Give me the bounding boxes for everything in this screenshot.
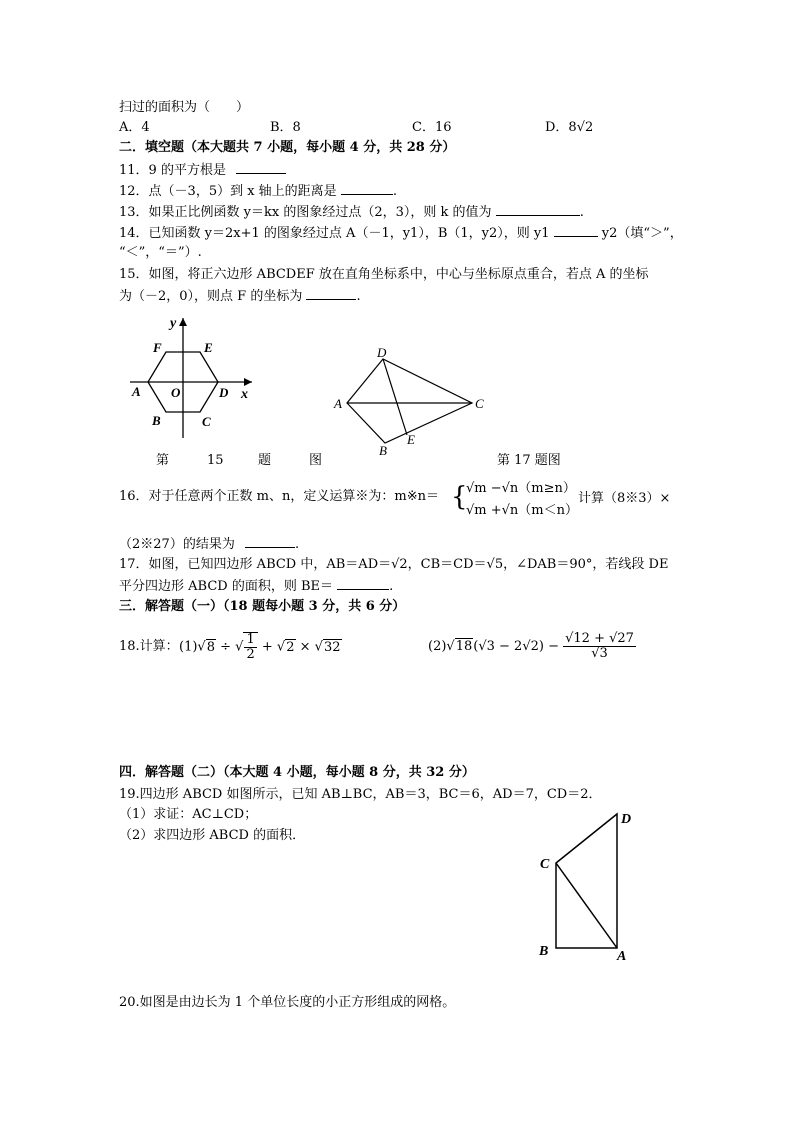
diagonal-ac xyxy=(556,863,617,948)
q14-text1: 14．已知函数 y＝2x+1 的图象经过点 A（－1，y1），B（1，y2），则 y1 xyxy=(119,226,550,241)
q18-part2-denominator: √3 xyxy=(591,646,608,661)
q16-lead: 16．对于任意两个正数 m、n，定义运算※为：m※n＝ xyxy=(119,489,439,504)
q16-line2: （2※27）的结果为 . xyxy=(119,537,300,552)
q12-line: 12．点（－3，5）到 x 轴上的距离是 . xyxy=(119,184,397,199)
figure-15-caption-2: 15 xyxy=(207,453,224,468)
section-2-title: 二．填空题（本大题共 7 小题，每小题 4 分，共 28 分） xyxy=(119,140,456,155)
y-axis-arrow xyxy=(179,318,187,326)
figure-17-caption: 第 17 题图 xyxy=(497,453,561,468)
figure-19-quadrilateral xyxy=(530,805,645,965)
segment-de xyxy=(383,359,407,435)
q13-line: 13．如果正比例函数 y＝kx 的图象经过点（2，3），则 k 的值为 . xyxy=(119,205,584,220)
q18-part1-denominator: 2 xyxy=(246,647,255,662)
q14-line1 xyxy=(119,224,683,243)
q17-line1: 17．如图，已知四边形 ABCD 中，AB＝AD＝√2，CB＝CD＝√5，∠DAB＝90°，若线段 DE xyxy=(119,557,669,572)
q15-text2: 为（－2，0），则点 F 的坐标为 xyxy=(119,289,303,304)
label-y: y xyxy=(170,316,177,331)
q18-lead: 18.计算： xyxy=(119,639,179,654)
q10-option-c: C．16 xyxy=(412,120,452,135)
q16-blank xyxy=(245,535,295,548)
q17-line2: 平分四边形 ABCD 的面积，则 BE＝ . xyxy=(119,579,394,594)
q15-line2: 为（－2，0），则点 F 的坐标为 . xyxy=(119,289,361,304)
label-B: B xyxy=(379,443,387,458)
q18-part2-label: (2) xyxy=(428,639,447,654)
q18-part1-radicand2: 2 xyxy=(286,639,295,655)
q11-line xyxy=(119,161,286,180)
q17-text2: 平分四边形 ABCD 的面积，则 BE＝ xyxy=(119,579,333,594)
section-3-title: 三．解答题（一）（18 题每小题 3 分，共 6 分） xyxy=(119,599,406,614)
q18-part1-divide: ÷ xyxy=(220,639,232,655)
q10-tail: 扫过的面积为（ ） xyxy=(119,100,250,115)
q16-brace: { xyxy=(451,482,468,512)
label-F: F xyxy=(153,340,162,355)
label-B: B xyxy=(539,944,549,959)
q18-part2-bracket: (√3 − 2√2) − xyxy=(473,639,559,654)
q18-part1-radicand3: 32 xyxy=(323,639,341,655)
q18-part1-radicand1: 8 xyxy=(206,639,215,655)
label-C: C xyxy=(475,396,484,411)
label-E: E xyxy=(204,340,213,355)
q18-part2: (2)√18(√3 − 2√2) − $\frac{√12 + √27}{√3}$ xyxy=(428,631,634,661)
q16-tail: 计算（8※3）× xyxy=(578,491,671,506)
q18-part1-plus: + xyxy=(261,639,273,655)
q18-part1-fraction xyxy=(243,632,257,662)
label-D: D xyxy=(219,385,229,400)
q19-line1: 19.四边形 ABCD 如图所示，已知 AB⊥BC，AB＝3，BC＝6，AD＝7，CD＝2． xyxy=(119,787,602,802)
label-x: x xyxy=(241,387,248,402)
q14-blank xyxy=(554,224,598,237)
q13-text: 13．如果正比例函数 y＝kx 的图象经过点（2，3），则 k 的值为 xyxy=(119,205,492,220)
q14-text1-end: y2（填“＞”， xyxy=(601,226,683,241)
q10-option-b: B．8 xyxy=(270,120,301,135)
figure-15-caption-4: 图 xyxy=(309,453,323,468)
q12-text: 12．点（－3，5）到 x 轴上的距离是 xyxy=(119,184,337,199)
q16-case2: √m +√n（m＜n） xyxy=(466,503,578,518)
figure-15-caption-1: 第 xyxy=(156,453,170,468)
q16-text2: （2※27）的结果为 xyxy=(119,537,235,552)
q11-text: 11．9 的平方根是 xyxy=(119,163,226,178)
x-axis-arrow xyxy=(244,378,252,386)
label-A: A xyxy=(132,384,141,399)
q19-line2: （1）求证：AC⊥CD； xyxy=(119,807,258,822)
quadrilateral-abcd xyxy=(556,814,617,948)
q16-case1: √m −√n（m≥n） xyxy=(466,481,576,496)
label-D: D xyxy=(621,812,632,827)
section-4-title: 四．解答题（二）（本大题 4 小题，每小题 8 分，共 32 分） xyxy=(119,765,475,780)
figure-17-kite xyxy=(330,342,500,460)
label-A: A xyxy=(334,396,342,411)
q18-part1-numerator: 1 xyxy=(246,632,255,647)
quadrilateral-abcd xyxy=(347,359,472,443)
q19-line3: （2）求四边形 ABCD 的面积． xyxy=(119,828,306,843)
q18-part2-fraction xyxy=(563,632,636,661)
q18-part1-label: (1) xyxy=(179,639,198,655)
q18-part2-radicand1: 18 xyxy=(455,639,473,654)
q10-option-d: D．8√2 xyxy=(545,120,594,135)
q18-part2-numerator: √12 + √27 xyxy=(565,631,634,646)
q18-part1: (1)√8 ÷ √ $\frac{1}{2}$ + √2 × √32 xyxy=(179,632,341,662)
figure-15-hexagon xyxy=(120,308,260,443)
q17-blank xyxy=(337,577,389,590)
label-A: A xyxy=(617,949,627,964)
label-C: C xyxy=(540,857,550,872)
q11-blank xyxy=(236,161,286,174)
label-C: C xyxy=(202,414,211,429)
label-O: O xyxy=(171,385,181,400)
q15-line1: 15．如图，将正六边形 ABCDEF 放在直角坐标系中，中心与坐标原点重合，若点 A 的坐标 xyxy=(119,267,649,282)
q14-line2: “＜”，“＝”）. xyxy=(119,245,202,260)
q10-option-a: A．4 xyxy=(119,120,150,135)
q12-blank xyxy=(341,182,393,195)
label-D: D xyxy=(377,345,387,360)
label-B: B xyxy=(152,413,161,428)
figure-15-caption-3: 题 xyxy=(258,453,272,468)
q18-part1-times: × xyxy=(299,639,311,655)
q15-blank xyxy=(306,287,356,300)
label-E: E xyxy=(407,432,415,447)
q20-line: 20.如图是由边长为 1 个单位长度的小正方形组成的网格。 xyxy=(119,995,456,1010)
q13-blank xyxy=(496,203,580,216)
